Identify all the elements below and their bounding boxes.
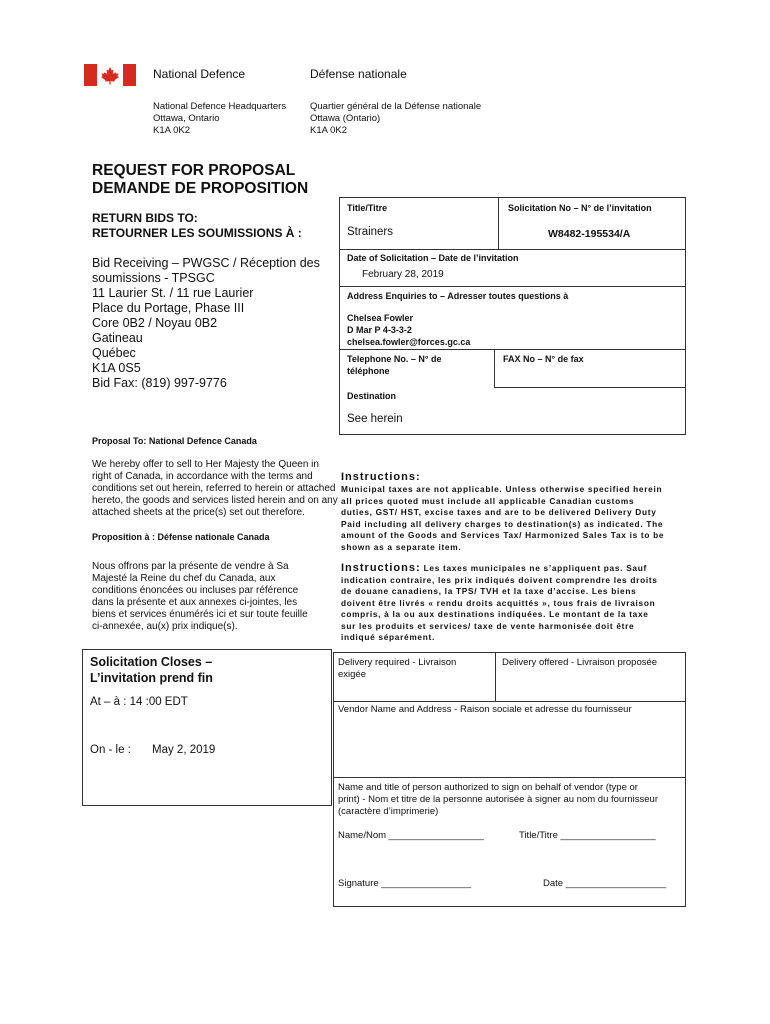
date-field[interactable]: Date ___________________ [543, 878, 667, 889]
address-fr: Quartier général de la Défense nationale Ottawa (Ontario) K1A 0K2 [310, 101, 482, 136]
instructions-heading-en: Instructions: [341, 471, 421, 483]
date-of-solicitation-value: February 28, 2019 [362, 269, 444, 280]
fax-label: FAX No – N° de fax [503, 354, 584, 364]
proposal-to-en: Proposal To: National Defence Canada [92, 436, 257, 446]
closing-time: At – à : 14 :00 EDT [90, 696, 188, 708]
delivery-required-label: Delivery required - Livraison exigée [338, 657, 457, 680]
dept-name-fr: Défense nationale [310, 67, 407, 81]
date-of-solicitation-label: Date of Solicitation – Date de l’invitation [347, 253, 519, 263]
destination-label: Destination [347, 391, 397, 401]
vendor-box [333, 652, 686, 907]
proposal-to-fr: Proposition à : Défense nationale Canada [92, 532, 270, 542]
title-value: Strainers [347, 226, 394, 238]
solicitation-no-label: Solicitation No – N° de l’invitation [508, 203, 652, 213]
address-en: National Defence Headquarters Ottawa, Ontario K1A 0K2 [153, 101, 287, 136]
enquiries-label: Address Enquiries to – Adresser toutes questions à [347, 291, 569, 301]
instructions-text-fr: Instructions: Les taxes municipales ne s’appliquent pas. Sauf indication contraire, les prix indiqués doivent comprendre les droits de douane canadiens, la TPS/ TVH et la taxe d’accise. Les biens doivent être livrés « rendu droits acquittés », tous frais de livraison compris, à la ou aux destinations indiquées. Le montant de la taxe sur les produits et services/ taxe de vente harmonisée doit être indiqué séparément. [341, 562, 658, 642]
closing-date-value: May 2, 2019 [152, 744, 216, 756]
authorized-signer-text: Name and title of person authorized to sign on behalf of vendor (type or print) - Nom et titre de la personne autorisée à signer au nom du fournisseur (caractère d’imprimerie) [338, 782, 658, 817]
name-field[interactable]: Name/Nom __________________ [338, 830, 484, 841]
page-title: REQUEST FOR PROPOSAL DEMANDE DE PROPOSITION [92, 162, 309, 197]
contact-info: Chelsea Fowler D Mar P 4-3-3-2 chelsea.fowler@forces.gc.ca [347, 313, 471, 347]
vendor-name-label: Vendor Name and Address - Raison sociale et adresse du fournisseur [338, 704, 632, 715]
delivery-offered-label: Delivery offered - Livraison proposée [502, 657, 658, 668]
signature-field[interactable]: Signature _________________ [338, 878, 472, 889]
dept-name-en: National Defence [153, 67, 246, 81]
offer-text-en: We hereby offer to sell to Her Majesty the Queen in right of Canada, in accordance with the terms and conditions set out herein, referred to herein or attached hereto, the goods and services listed herein and on any attached sheets at the price(s) set out therefore. [92, 459, 338, 518]
return-address: Bid Receiving – PWGSC / Réception des soumissions - TPSGC 11 Laurier St. / 11 rue Laurier Place du Portage, Phase III Core 0B2 / Noyau 0B2 Gatineau Québec K1A 0S5 Bid Fax: (819) 997-9776 [92, 256, 320, 390]
solicitation-no-value: W8482-195534/A [548, 228, 631, 240]
instructions-text-en: Municipal taxes are not applicable. Unless otherwise specified herein all prices quoted must include all applicable Canadian customs duties, GST/ HST, excise taxes and are to be delivered Delivery Duty Paid including all delivery charges to destination(s) as indicated. The amount of the Goods and Services Tax/ Harmonized Sales Tax is to be shown as a separate item. [341, 484, 665, 552]
title-label: Title/Titre [347, 203, 388, 213]
destination-value: See herein [347, 413, 403, 425]
closing-title: Solicitation Closes – L’invitation prend fin [90, 655, 213, 685]
canada-flag-logo [84, 64, 136, 86]
offer-text-fr: Nous offrons par la présente de vendre à Sa Majesté la Reine du chef du Canada, aux conditions énoncées ou incluses par référence dans la présente et aux annexes ci-jointes, les biens et services énumérés ici et sur toute feuille ci-annexée, au(x) prix indique(s). [92, 561, 308, 632]
telephone-label: Telephone No. – N° de téléphone [347, 354, 442, 376]
return-bids-heading: RETURN BIDS TO: RETOURNER LES SOUMISSIONS À : [92, 211, 302, 240]
title-field[interactable]: Title/Titre __________________ [519, 830, 656, 841]
closing-date-label: On - le : [90, 744, 131, 756]
